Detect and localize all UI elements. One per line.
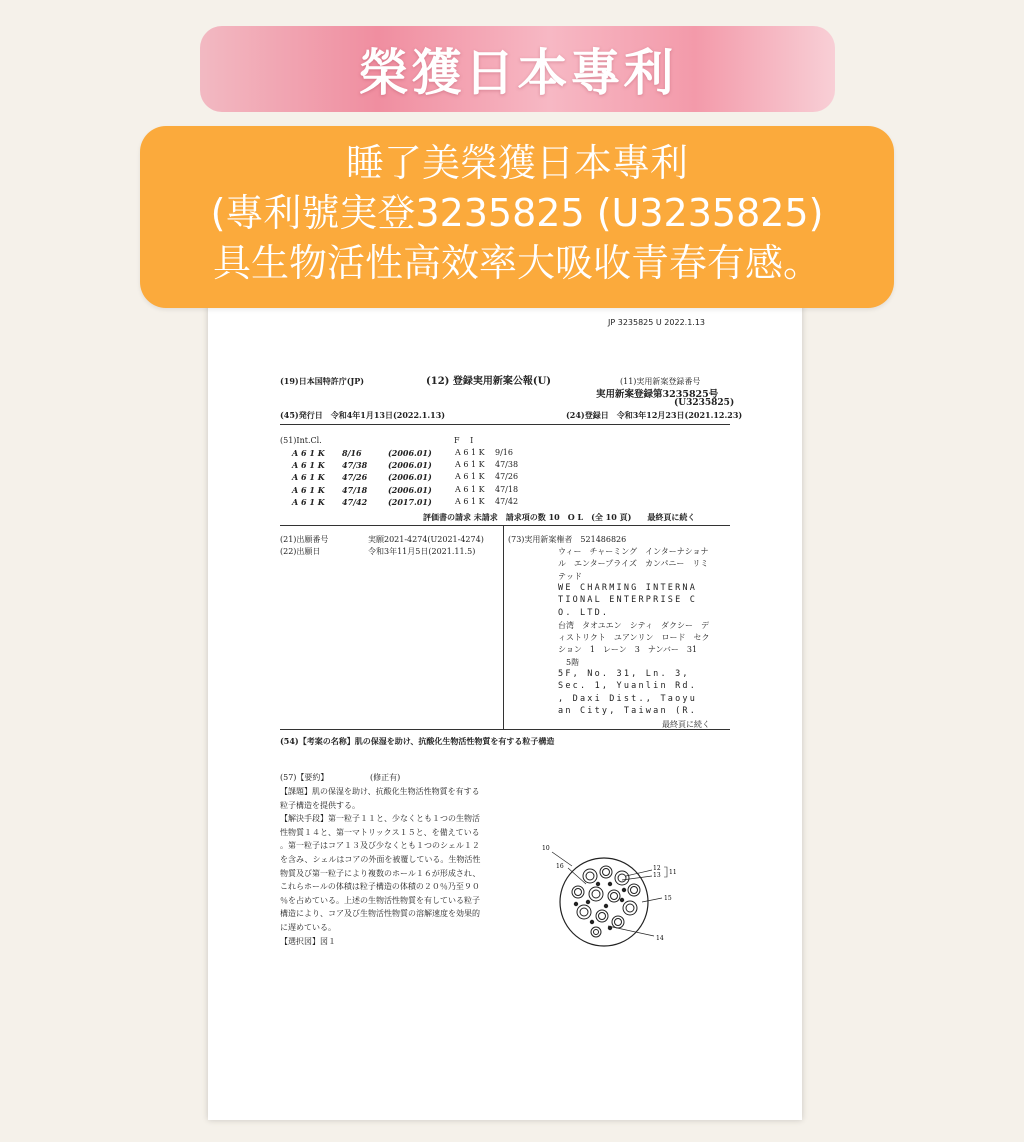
classification-fi bbox=[455, 485, 518, 494]
figure-label-16: 16 bbox=[556, 863, 564, 870]
callout-line-2: (專利號実登3235825 (U3235825) bbox=[210, 191, 824, 235]
owner-line: テッド bbox=[558, 571, 582, 581]
summary-line: 物質及び第一粒子により複数のホール１６が形成され、 bbox=[280, 868, 481, 878]
ipc-subgroup: 47/38 bbox=[342, 460, 368, 471]
owner-line: ィストリクト ユアンリン ロード セク bbox=[558, 633, 710, 643]
summary-label: (57)【要約】 bbox=[280, 773, 329, 782]
claims-divider bbox=[280, 525, 730, 526]
fi-code: A 6 1 K bbox=[455, 472, 485, 482]
fi-subgroup: 9/16 bbox=[495, 448, 513, 457]
summary-line: に遅めている。 bbox=[280, 922, 336, 932]
ipc-version: (2006.01) bbox=[388, 460, 432, 471]
issue-date: (45)発行日 令和4年1月13日(2022.1.13) bbox=[280, 410, 446, 420]
owner-label: (73)実用新案権者 521486826 bbox=[508, 535, 627, 544]
registration-number: 実用新案登録第3235825号 bbox=[596, 389, 719, 400]
publication-type: (12) 登録実用新案公報(U) bbox=[426, 376, 552, 387]
application-date-label: (22)出願日 bbox=[280, 547, 321, 556]
registration-number-label: (11)実用新案登録番号 bbox=[620, 377, 701, 386]
invention-title: (54)【考案の名称】肌の保湿を助け、抗酸化生物活性物質を有する粒子構造 bbox=[280, 736, 555, 746]
claims-summary-line: 評価書の請求 未請求 請求項の数 10 O L (全 10 頁) 最終頁に続く bbox=[423, 512, 696, 522]
application-number-label: (21)出願番号 bbox=[280, 535, 329, 544]
ipc-subgroup: 47/26 bbox=[342, 472, 368, 483]
fi-subgroup: 47/26 bbox=[495, 472, 519, 482]
fi-label: F I bbox=[454, 436, 478, 445]
fi-subgroup: 47/38 bbox=[495, 460, 519, 470]
figure-label-15: 15 bbox=[664, 895, 672, 902]
fi-code: A 6 1 K bbox=[455, 496, 485, 506]
summary-line: を含み、シェルはコアの外面を被覆している。生物活性 bbox=[280, 854, 481, 864]
summary-line: 構造により、コア及び生物活性物質の溶解速度を効果的 bbox=[280, 909, 480, 919]
summary-line: 【選択図】図１ bbox=[280, 936, 336, 946]
summary-text bbox=[280, 785, 480, 948]
classification-fi bbox=[455, 472, 518, 481]
summary-line: これらホールの体積は粒子構造の体積の２０％乃至９０ bbox=[280, 882, 480, 892]
application-number: 実願2021-4274(U2021-4274) bbox=[368, 535, 484, 544]
ipc-version: (2017.01) bbox=[388, 496, 432, 507]
ipc-code: A 6 1 K bbox=[292, 496, 325, 507]
application-date: 令和3年11月5日(2021.11.5) bbox=[368, 547, 476, 556]
classification-fi bbox=[455, 448, 513, 457]
owner-line: O. LTD. bbox=[558, 607, 610, 618]
title-banner bbox=[200, 26, 835, 112]
owner-line: ウィー チャーミング インターナショナ bbox=[558, 547, 709, 556]
owner-line: ル エンタープライズ カンパニー リミ bbox=[558, 559, 709, 569]
owner-line: , Daxi Dist., Taoyu bbox=[558, 693, 698, 704]
description-callout bbox=[140, 126, 894, 308]
owner-line: Sec. 1, Yuanlin Rd. bbox=[558, 681, 698, 692]
ipc-subgroup: 47/18 bbox=[342, 484, 368, 495]
patent-document bbox=[208, 258, 802, 1120]
particle-structure-figure bbox=[538, 840, 698, 950]
ipc-version: (2006.01) bbox=[388, 472, 432, 483]
figure-label-10: 10 bbox=[542, 845, 550, 852]
ipc-subgroup: 47/42 bbox=[342, 496, 368, 507]
callout-line-3: 具生物活性高效率大吸收青春有感。 bbox=[212, 241, 821, 285]
summary-note: (修正有) bbox=[370, 773, 401, 782]
figure-label-13: 13 bbox=[653, 872, 661, 879]
ipc-code: A 6 1 K bbox=[292, 484, 325, 495]
summary-line: 【課題】肌の保湿を助け、抗酸化生物活性物質を有する bbox=[280, 787, 480, 796]
header-divider bbox=[280, 424, 730, 425]
classification-ipc bbox=[292, 472, 432, 482]
fi-subgroup: 47/42 bbox=[495, 496, 519, 506]
figure-label-11: 11 bbox=[669, 869, 677, 876]
summary-line: 【解決手段】第一粒子１１と、少なくとも１つの生物活 bbox=[280, 814, 480, 824]
ipc-subgroup: 8/16 bbox=[342, 448, 362, 458]
summary-line: ％を占めている。上述の生物活性物質を有している粒子 bbox=[280, 895, 480, 905]
classification-ipc bbox=[292, 497, 432, 507]
fi-code: A 6 1 K bbox=[455, 460, 485, 470]
ipc-version: (2006.01) bbox=[388, 484, 432, 495]
fi-subgroup: 47/18 bbox=[495, 484, 519, 494]
top-reference: JP 3235825 U 2022.1.13 bbox=[608, 318, 706, 327]
owner-line: 台湾 タオユエン シティ ダクシー デ bbox=[558, 620, 710, 630]
owner-line: 5F, No. 31, Ln. 3, bbox=[558, 669, 690, 679]
ipc-code: A 6 1 K bbox=[292, 472, 325, 483]
owner-line: an City, Taiwan (R. bbox=[558, 705, 698, 716]
callout-line-1: 睡了美榮獲日本專利 bbox=[345, 141, 688, 185]
registration-date: (24)登録日 令和3年12月23日(2021.12.23) bbox=[566, 410, 743, 420]
classification-fi bbox=[455, 497, 518, 506]
owner-line: TIONAL ENTERPRISE C bbox=[558, 595, 698, 606]
owner-divider bbox=[280, 729, 730, 730]
fi-code: A 6 1 K bbox=[455, 484, 485, 494]
owner-continued: 最終頁に続く bbox=[662, 720, 710, 729]
summary-line: 。第一粒子はコア１３及び少なくとも１つのシェル１２ bbox=[280, 841, 480, 851]
ipc-code: A 6 1 K bbox=[292, 460, 325, 471]
ipc-code: A 6 1 K bbox=[292, 448, 325, 458]
classification-fi bbox=[455, 460, 518, 469]
owner-line: WE CHARMING INTERNA bbox=[558, 582, 698, 593]
classification-ipc bbox=[292, 448, 432, 458]
ipc-version: (2006.01) bbox=[388, 448, 432, 458]
figure-label-14: 14 bbox=[656, 935, 664, 942]
summary-line: 性物質１４と、第一マトリックス１５と、を備えている bbox=[280, 827, 480, 837]
registration-number-code: (U3235825) bbox=[674, 398, 735, 408]
patent-office: (19)日本国特許庁(JP) bbox=[280, 376, 365, 386]
column-divider bbox=[503, 525, 504, 729]
classification-ipc bbox=[292, 460, 432, 470]
classification-ipc bbox=[292, 485, 432, 495]
banner-title: 榮獲日本專利 bbox=[358, 44, 677, 102]
figure-label-12: 12 bbox=[653, 865, 661, 872]
fi-code: A 6 1 K bbox=[455, 448, 485, 457]
owner-line: 5階 bbox=[558, 657, 580, 667]
owner-line: ション 1 レーン 3 ナンバー 31 bbox=[558, 645, 698, 655]
int-cl-label: (51)Int.Cl. bbox=[280, 436, 322, 445]
summary-line: 粒子構造を提供する。 bbox=[280, 800, 360, 810]
